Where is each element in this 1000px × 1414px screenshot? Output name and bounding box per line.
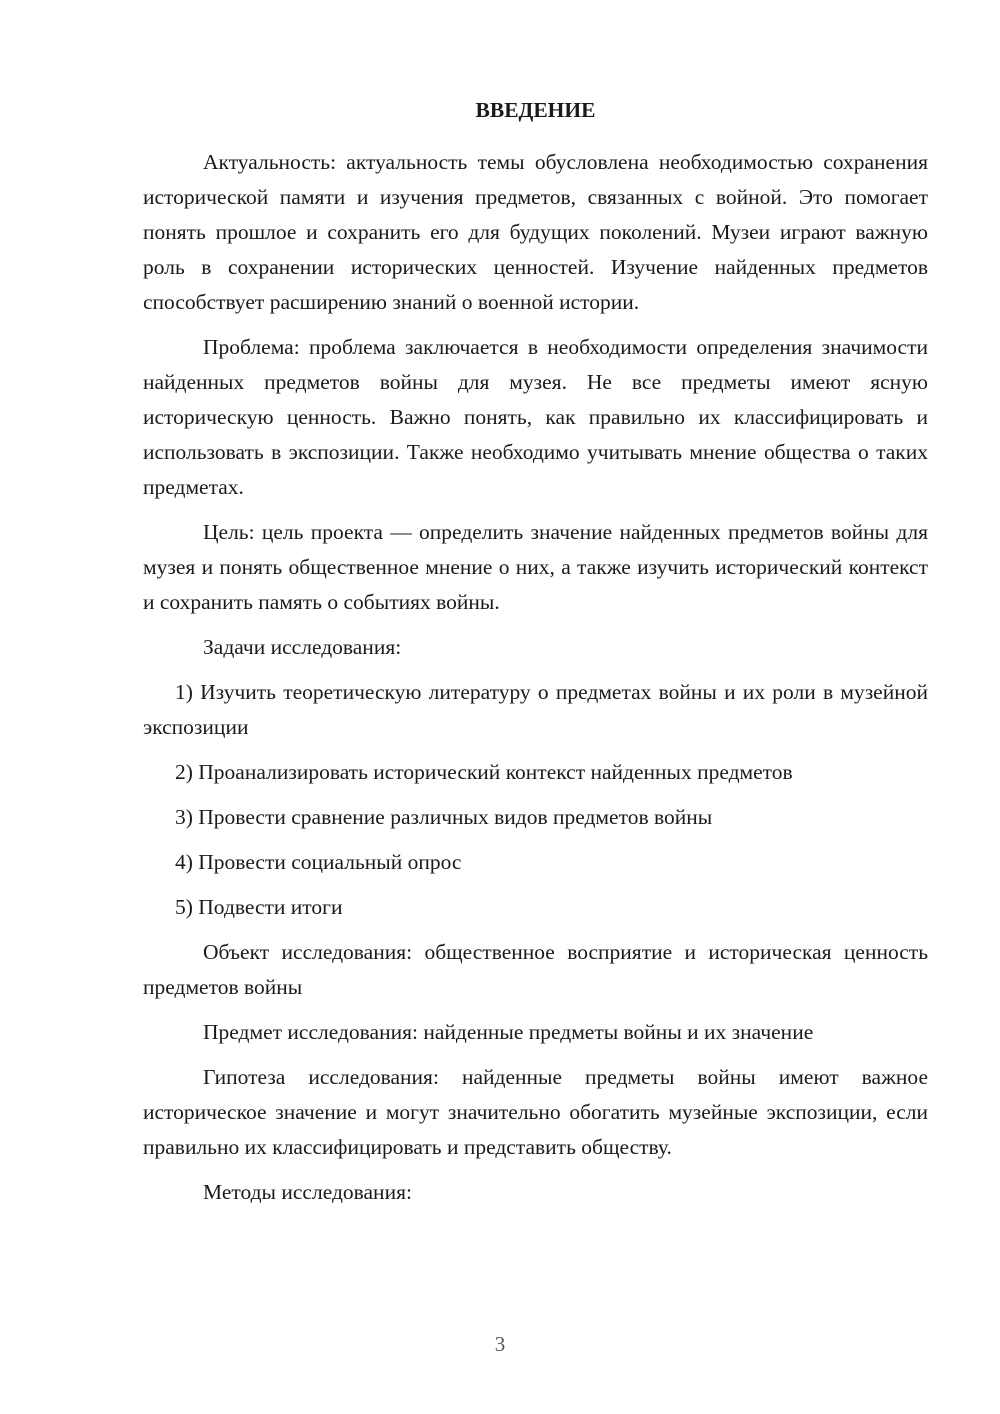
list-item: 4) Провести социальный опрос xyxy=(175,850,462,874)
paragraph-tasks-heading: Задачи исследования: xyxy=(203,635,402,659)
page-number: 3 xyxy=(494,1332,506,1356)
paragraph-problem: Проблема: проблема заключается в необходимости определения значимости найденных предметов войны для музея. Не все предметы имеют ясную историческую ценность. Важно понять, как правильно их классифицировать и использовать в экспозиции. Также необходимо учитывать мнение общества о таких предметах. xyxy=(143,335,928,499)
list-item: 1) Изучить теоретическую литературу о предметах войны и их роли в музейной экспозиции xyxy=(143,680,928,739)
document-page xyxy=(143,93,928,1220)
paragraph-object: Объект исследования: общественное восприятие и историческая ценность предметов войны xyxy=(143,940,928,999)
list-item: 5) Подвести итоги xyxy=(175,895,343,919)
paragraph-relevance: Актуальность: актуальность темы обусловлена необходимостью сохранения исторической памяти и изучения предметов, связанных с войной. Это помогает понять прошлое и сохранить его для будущих поколений. Музеи играют важную роль в сохранении исторических ценностей. Изучение найденных предметов способствует расширению знаний о военной истории. xyxy=(143,150,928,314)
paragraph-hypothesis: Гипотеза исследования: найденные предметы войны имеют важное историческое значение и могут значительно обогатить музейные экспозиции, если правильно их классифицировать и представить обществу. xyxy=(143,1065,928,1159)
paragraph-methods-heading: Методы исследования: xyxy=(203,1180,412,1204)
paragraph-subject: Предмет исследования: найденные предметы войны и их значение xyxy=(203,1020,814,1044)
list-item: 3) Провести сравнение различных видов предметов войны xyxy=(175,805,713,829)
list-item: 2) Проанализировать исторический контекст найденных предметов xyxy=(175,760,793,784)
paragraph-goal: Цель: цель проекта — определить значение найденных предметов войны для музея и понять общественное мнение о них, а также изучить исторический контекст и сохранить память о событиях войны. xyxy=(143,520,928,614)
tasks-list xyxy=(143,675,928,925)
page-title: ВВЕДЕНИЕ xyxy=(475,98,596,122)
